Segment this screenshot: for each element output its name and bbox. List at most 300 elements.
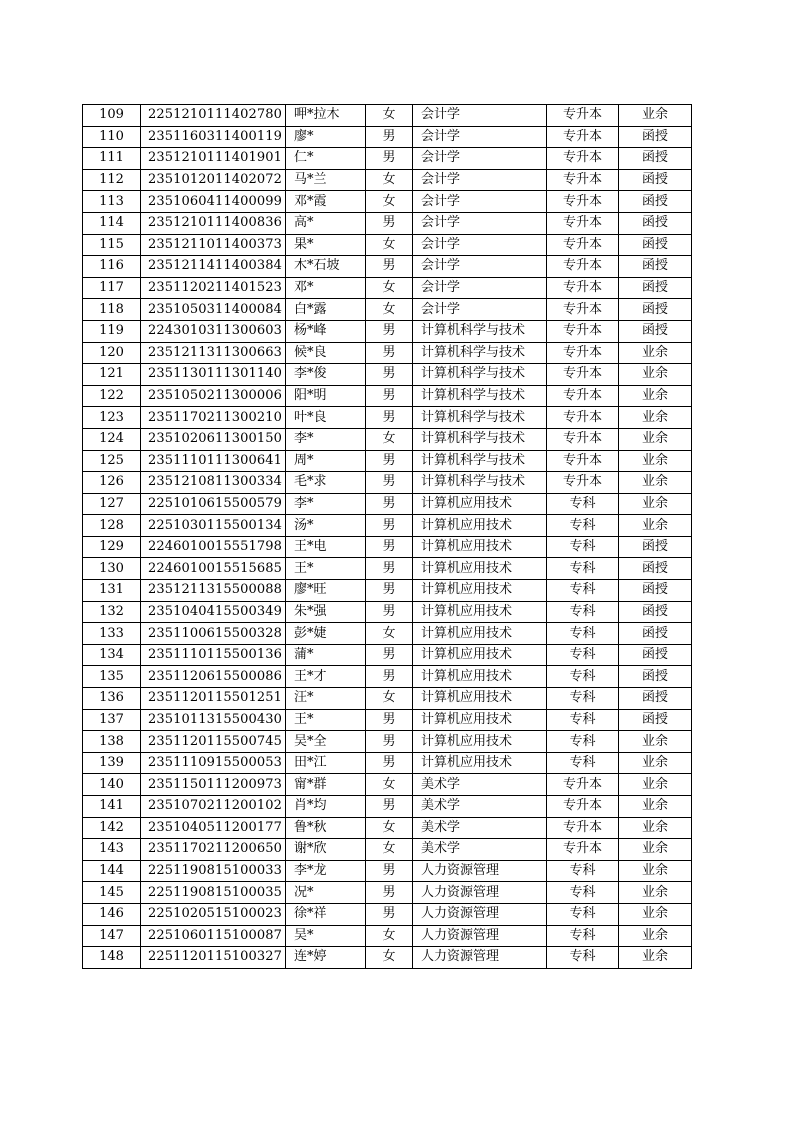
gender-cell: 女 bbox=[366, 839, 413, 861]
gender-cell: 男 bbox=[366, 256, 413, 278]
major-cell: 人力资源管理 bbox=[413, 947, 547, 969]
student-name-cell: 李* bbox=[286, 428, 366, 450]
gender-cell: 男 bbox=[366, 515, 413, 537]
student-name-cell: 汤* bbox=[286, 515, 366, 537]
student-id-cell: 2351070211200102 bbox=[141, 796, 286, 818]
level-cell: 专升本 bbox=[547, 234, 619, 256]
major-cell: 计算机应用技术 bbox=[413, 752, 547, 774]
gender-cell: 男 bbox=[366, 709, 413, 731]
table-row bbox=[83, 407, 692, 429]
row-number-cell: 131 bbox=[83, 580, 141, 602]
level-cell: 专升本 bbox=[547, 817, 619, 839]
study-mode-cell: 函授 bbox=[619, 709, 692, 731]
study-mode-cell: 业余 bbox=[619, 385, 692, 407]
level-cell: 专升本 bbox=[547, 191, 619, 213]
student-id-cell: 2251020515100023 bbox=[141, 903, 286, 925]
student-name-cell: 李*俊 bbox=[286, 364, 366, 386]
gender-cell: 男 bbox=[366, 385, 413, 407]
study-mode-cell: 业余 bbox=[619, 472, 692, 494]
table-row bbox=[83, 688, 692, 710]
student-id-cell: 2251010615500579 bbox=[141, 493, 286, 515]
level-cell: 专科 bbox=[547, 882, 619, 904]
row-number-cell: 115 bbox=[83, 234, 141, 256]
major-cell: 人力资源管理 bbox=[413, 903, 547, 925]
student-id-cell: 2351050311400084 bbox=[141, 299, 286, 321]
row-number-cell: 133 bbox=[83, 623, 141, 645]
student-id-cell: 2246010015515685 bbox=[141, 558, 286, 580]
major-cell: 美术学 bbox=[413, 817, 547, 839]
row-number-cell: 119 bbox=[83, 320, 141, 342]
level-cell: 专升本 bbox=[547, 428, 619, 450]
major-cell: 计算机应用技术 bbox=[413, 731, 547, 753]
student-name-cell: 连*婷 bbox=[286, 947, 366, 969]
table-row bbox=[83, 709, 692, 731]
level-cell: 专科 bbox=[547, 666, 619, 688]
level-cell: 专科 bbox=[547, 925, 619, 947]
major-cell: 会计学 bbox=[413, 191, 547, 213]
level-cell: 专科 bbox=[547, 558, 619, 580]
student-id-cell: 2351211411400384 bbox=[141, 256, 286, 278]
study-mode-cell: 函授 bbox=[619, 688, 692, 710]
row-number-cell: 120 bbox=[83, 342, 141, 364]
row-number-cell: 118 bbox=[83, 299, 141, 321]
row-number-cell: 128 bbox=[83, 515, 141, 537]
student-name-cell: 马*兰 bbox=[286, 169, 366, 191]
table-row bbox=[83, 256, 692, 278]
level-cell: 专升本 bbox=[547, 256, 619, 278]
study-mode-cell: 业余 bbox=[619, 407, 692, 429]
table-row bbox=[83, 558, 692, 580]
student-name-cell: 王* bbox=[286, 709, 366, 731]
student-name-cell: 彭*婕 bbox=[286, 623, 366, 645]
student-name-cell: 王*才 bbox=[286, 666, 366, 688]
level-cell: 专科 bbox=[547, 601, 619, 623]
row-number-cell: 143 bbox=[83, 839, 141, 861]
table-body bbox=[83, 105, 692, 969]
table-row bbox=[83, 623, 692, 645]
table-row bbox=[83, 385, 692, 407]
level-cell: 专升本 bbox=[547, 796, 619, 818]
student-id-cell: 2251120115100327 bbox=[141, 947, 286, 969]
major-cell: 计算机应用技术 bbox=[413, 688, 547, 710]
student-id-cell: 2351110915500053 bbox=[141, 752, 286, 774]
row-number-cell: 136 bbox=[83, 688, 141, 710]
gender-cell: 男 bbox=[366, 731, 413, 753]
study-mode-cell: 函授 bbox=[619, 558, 692, 580]
major-cell: 计算机科学与技术 bbox=[413, 472, 547, 494]
row-number-cell: 135 bbox=[83, 666, 141, 688]
gender-cell: 男 bbox=[366, 126, 413, 148]
row-number-cell: 139 bbox=[83, 752, 141, 774]
major-cell: 计算机应用技术 bbox=[413, 623, 547, 645]
level-cell: 专科 bbox=[547, 860, 619, 882]
student-name-cell: 李*龙 bbox=[286, 860, 366, 882]
level-cell: 专科 bbox=[547, 644, 619, 666]
gender-cell: 男 bbox=[366, 342, 413, 364]
student-id-cell: 2351210111400836 bbox=[141, 212, 286, 234]
student-name-cell: 谢*欣 bbox=[286, 839, 366, 861]
level-cell: 专升本 bbox=[547, 774, 619, 796]
gender-cell: 男 bbox=[366, 644, 413, 666]
table-row bbox=[83, 882, 692, 904]
table-row bbox=[83, 364, 692, 386]
student-id-cell: 2351100615500328 bbox=[141, 623, 286, 645]
student-id-cell: 2351210811300334 bbox=[141, 472, 286, 494]
table-row bbox=[83, 299, 692, 321]
row-number-cell: 142 bbox=[83, 817, 141, 839]
row-number-cell: 147 bbox=[83, 925, 141, 947]
major-cell: 会计学 bbox=[413, 277, 547, 299]
level-cell: 专升本 bbox=[547, 320, 619, 342]
level-cell: 专升本 bbox=[547, 169, 619, 191]
table-row bbox=[83, 450, 692, 472]
student-name-cell: 杨*峰 bbox=[286, 320, 366, 342]
level-cell: 专升本 bbox=[547, 148, 619, 170]
student-id-cell: 2251210111402780 bbox=[141, 105, 286, 127]
student-name-cell: 呷*拉木 bbox=[286, 105, 366, 127]
student-name-cell: 李* bbox=[286, 493, 366, 515]
gender-cell: 男 bbox=[366, 536, 413, 558]
level-cell: 专升本 bbox=[547, 407, 619, 429]
major-cell: 计算机应用技术 bbox=[413, 644, 547, 666]
gender-cell: 女 bbox=[366, 623, 413, 645]
student-name-cell: 廖*旺 bbox=[286, 580, 366, 602]
major-cell: 美术学 bbox=[413, 796, 547, 818]
major-cell: 美术学 bbox=[413, 774, 547, 796]
table-row bbox=[83, 903, 692, 925]
study-mode-cell: 业余 bbox=[619, 364, 692, 386]
row-number-cell: 132 bbox=[83, 601, 141, 623]
student-name-cell: 徐*祥 bbox=[286, 903, 366, 925]
row-number-cell: 148 bbox=[83, 947, 141, 969]
row-number-cell: 113 bbox=[83, 191, 141, 213]
major-cell: 计算机应用技术 bbox=[413, 493, 547, 515]
level-cell: 专科 bbox=[547, 493, 619, 515]
level-cell: 专升本 bbox=[547, 299, 619, 321]
study-mode-cell: 函授 bbox=[619, 536, 692, 558]
table-row bbox=[83, 493, 692, 515]
major-cell: 计算机应用技术 bbox=[413, 601, 547, 623]
gender-cell: 男 bbox=[366, 666, 413, 688]
gender-cell: 女 bbox=[366, 688, 413, 710]
student-id-cell: 2351110115500136 bbox=[141, 644, 286, 666]
gender-cell: 男 bbox=[366, 903, 413, 925]
study-mode-cell: 业余 bbox=[619, 860, 692, 882]
major-cell: 计算机应用技术 bbox=[413, 536, 547, 558]
row-number-cell: 146 bbox=[83, 903, 141, 925]
table-row bbox=[83, 342, 692, 364]
level-cell: 专科 bbox=[547, 752, 619, 774]
student-name-cell: 汪* bbox=[286, 688, 366, 710]
student-name-cell: 肖*均 bbox=[286, 796, 366, 818]
student-name-cell: 毛*求 bbox=[286, 472, 366, 494]
student-id-cell: 2243010311300603 bbox=[141, 320, 286, 342]
major-cell: 会计学 bbox=[413, 126, 547, 148]
student-name-cell: 周* bbox=[286, 450, 366, 472]
major-cell: 计算机应用技术 bbox=[413, 580, 547, 602]
student-name-cell: 蒲* bbox=[286, 644, 366, 666]
gender-cell: 男 bbox=[366, 148, 413, 170]
student-name-cell: 仁* bbox=[286, 148, 366, 170]
student-id-cell: 2251030115500134 bbox=[141, 515, 286, 537]
gender-cell: 女 bbox=[366, 428, 413, 450]
student-name-cell: 邓* bbox=[286, 277, 366, 299]
row-number-cell: 130 bbox=[83, 558, 141, 580]
student-id-cell: 2351170211300210 bbox=[141, 407, 286, 429]
student-id-cell: 2351120211401523 bbox=[141, 277, 286, 299]
gender-cell: 女 bbox=[366, 925, 413, 947]
table-row bbox=[83, 860, 692, 882]
study-mode-cell: 业余 bbox=[619, 947, 692, 969]
row-number-cell: 121 bbox=[83, 364, 141, 386]
row-number-cell: 126 bbox=[83, 472, 141, 494]
major-cell: 计算机科学与技术 bbox=[413, 364, 547, 386]
study-mode-cell: 函授 bbox=[619, 256, 692, 278]
student-name-cell: 阳*明 bbox=[286, 385, 366, 407]
gender-cell: 女 bbox=[366, 817, 413, 839]
gender-cell: 女 bbox=[366, 191, 413, 213]
level-cell: 专升本 bbox=[547, 126, 619, 148]
level-cell: 专科 bbox=[547, 580, 619, 602]
row-number-cell: 111 bbox=[83, 148, 141, 170]
study-mode-cell: 函授 bbox=[619, 623, 692, 645]
student-id-cell: 2251190815100035 bbox=[141, 882, 286, 904]
level-cell: 专升本 bbox=[547, 385, 619, 407]
study-mode-cell: 函授 bbox=[619, 191, 692, 213]
level-cell: 专科 bbox=[547, 515, 619, 537]
student-name-cell: 朱*强 bbox=[286, 601, 366, 623]
row-number-cell: 145 bbox=[83, 882, 141, 904]
study-mode-cell: 函授 bbox=[619, 580, 692, 602]
study-mode-cell: 业余 bbox=[619, 515, 692, 537]
row-number-cell: 129 bbox=[83, 536, 141, 558]
study-mode-cell: 业余 bbox=[619, 774, 692, 796]
level-cell: 专升本 bbox=[547, 364, 619, 386]
student-name-cell: 吴* bbox=[286, 925, 366, 947]
student-name-cell: 吴*全 bbox=[286, 731, 366, 753]
study-mode-cell: 业余 bbox=[619, 882, 692, 904]
major-cell: 计算机应用技术 bbox=[413, 515, 547, 537]
table-row bbox=[83, 320, 692, 342]
major-cell: 计算机科学与技术 bbox=[413, 428, 547, 450]
table-row bbox=[83, 428, 692, 450]
level-cell: 专升本 bbox=[547, 450, 619, 472]
study-mode-cell: 业余 bbox=[619, 752, 692, 774]
major-cell: 计算机应用技术 bbox=[413, 558, 547, 580]
major-cell: 美术学 bbox=[413, 839, 547, 861]
student-name-cell: 王* bbox=[286, 558, 366, 580]
gender-cell: 男 bbox=[366, 493, 413, 515]
study-mode-cell: 业余 bbox=[619, 450, 692, 472]
gender-cell: 男 bbox=[366, 860, 413, 882]
gender-cell: 男 bbox=[366, 320, 413, 342]
major-cell: 会计学 bbox=[413, 212, 547, 234]
row-number-cell: 116 bbox=[83, 256, 141, 278]
row-number-cell: 114 bbox=[83, 212, 141, 234]
table-row bbox=[83, 925, 692, 947]
student-id-cell: 2351130111301140 bbox=[141, 364, 286, 386]
major-cell: 计算机应用技术 bbox=[413, 709, 547, 731]
row-number-cell: 122 bbox=[83, 385, 141, 407]
student-id-cell: 2351120115500745 bbox=[141, 731, 286, 753]
gender-cell: 女 bbox=[366, 299, 413, 321]
row-number-cell: 141 bbox=[83, 796, 141, 818]
student-id-cell: 2351160311400119 bbox=[141, 126, 286, 148]
student-name-cell: 木*石坡 bbox=[286, 256, 366, 278]
study-mode-cell: 业余 bbox=[619, 731, 692, 753]
row-number-cell: 124 bbox=[83, 428, 141, 450]
level-cell: 专升本 bbox=[547, 472, 619, 494]
table-row bbox=[83, 839, 692, 861]
table-row bbox=[83, 169, 692, 191]
study-mode-cell: 函授 bbox=[619, 299, 692, 321]
gender-cell: 男 bbox=[366, 796, 413, 818]
gender-cell: 女 bbox=[366, 234, 413, 256]
row-number-cell: 110 bbox=[83, 126, 141, 148]
study-mode-cell: 函授 bbox=[619, 277, 692, 299]
study-mode-cell: 函授 bbox=[619, 644, 692, 666]
study-mode-cell: 业余 bbox=[619, 493, 692, 515]
table-row bbox=[83, 148, 692, 170]
study-mode-cell: 业余 bbox=[619, 839, 692, 861]
student-name-cell: 甯*群 bbox=[286, 774, 366, 796]
row-number-cell: 127 bbox=[83, 493, 141, 515]
gender-cell: 男 bbox=[366, 580, 413, 602]
major-cell: 会计学 bbox=[413, 105, 547, 127]
gender-cell: 男 bbox=[366, 450, 413, 472]
student-id-cell: 2351150111200973 bbox=[141, 774, 286, 796]
study-mode-cell: 业余 bbox=[619, 105, 692, 127]
table-row bbox=[83, 731, 692, 753]
level-cell: 专升本 bbox=[547, 277, 619, 299]
study-mode-cell: 函授 bbox=[619, 601, 692, 623]
major-cell: 计算机科学与技术 bbox=[413, 385, 547, 407]
table-row bbox=[83, 817, 692, 839]
student-name-cell: 白*露 bbox=[286, 299, 366, 321]
study-mode-cell: 函授 bbox=[619, 169, 692, 191]
student-id-cell: 2251190815100033 bbox=[141, 860, 286, 882]
table-row bbox=[83, 947, 692, 969]
major-cell: 会计学 bbox=[413, 148, 547, 170]
table-row bbox=[83, 212, 692, 234]
gender-cell: 女 bbox=[366, 947, 413, 969]
row-number-cell: 109 bbox=[83, 105, 141, 127]
student-id-cell: 2351120115501251 bbox=[141, 688, 286, 710]
student-name-cell: 廖* bbox=[286, 126, 366, 148]
student-id-cell: 2351020611300150 bbox=[141, 428, 286, 450]
student-name-cell: 王*电 bbox=[286, 536, 366, 558]
student-name-cell: 况* bbox=[286, 882, 366, 904]
table-row bbox=[83, 644, 692, 666]
major-cell: 计算机应用技术 bbox=[413, 666, 547, 688]
study-mode-cell: 业余 bbox=[619, 342, 692, 364]
row-number-cell: 134 bbox=[83, 644, 141, 666]
student-roster-table bbox=[82, 104, 692, 969]
table-row bbox=[83, 277, 692, 299]
student-id-cell: 2251060115100087 bbox=[141, 925, 286, 947]
level-cell: 专升本 bbox=[547, 839, 619, 861]
table-row bbox=[83, 472, 692, 494]
major-cell: 人力资源管理 bbox=[413, 925, 547, 947]
gender-cell: 男 bbox=[366, 364, 413, 386]
level-cell: 专升本 bbox=[547, 342, 619, 364]
study-mode-cell: 函授 bbox=[619, 212, 692, 234]
major-cell: 会计学 bbox=[413, 256, 547, 278]
table-row bbox=[83, 234, 692, 256]
student-id-cell: 2351211315500088 bbox=[141, 580, 286, 602]
row-number-cell: 117 bbox=[83, 277, 141, 299]
study-mode-cell: 函授 bbox=[619, 234, 692, 256]
study-mode-cell: 函授 bbox=[619, 148, 692, 170]
student-id-cell: 2351012011402072 bbox=[141, 169, 286, 191]
student-id-cell: 2351211311300663 bbox=[141, 342, 286, 364]
student-id-cell: 2351040511200177 bbox=[141, 817, 286, 839]
student-name-cell: 候*良 bbox=[286, 342, 366, 364]
major-cell: 计算机科学与技术 bbox=[413, 342, 547, 364]
student-id-cell: 2351011315500430 bbox=[141, 709, 286, 731]
gender-cell: 男 bbox=[366, 601, 413, 623]
major-cell: 会计学 bbox=[413, 299, 547, 321]
row-number-cell: 137 bbox=[83, 709, 141, 731]
student-id-cell: 2351040415500349 bbox=[141, 601, 286, 623]
gender-cell: 女 bbox=[366, 277, 413, 299]
study-mode-cell: 业余 bbox=[619, 925, 692, 947]
gender-cell: 男 bbox=[366, 472, 413, 494]
student-id-cell: 2351060411400099 bbox=[141, 191, 286, 213]
row-number-cell: 144 bbox=[83, 860, 141, 882]
student-id-cell: 2351170211200650 bbox=[141, 839, 286, 861]
student-id-cell: 2351120615500086 bbox=[141, 666, 286, 688]
study-mode-cell: 业余 bbox=[619, 428, 692, 450]
table-row bbox=[83, 191, 692, 213]
gender-cell: 男 bbox=[366, 882, 413, 904]
level-cell: 专科 bbox=[547, 688, 619, 710]
major-cell: 会计学 bbox=[413, 169, 547, 191]
gender-cell: 女 bbox=[366, 105, 413, 127]
row-number-cell: 125 bbox=[83, 450, 141, 472]
level-cell: 专科 bbox=[547, 947, 619, 969]
major-cell: 计算机科学与技术 bbox=[413, 407, 547, 429]
level-cell: 专升本 bbox=[547, 212, 619, 234]
major-cell: 计算机科学与技术 bbox=[413, 450, 547, 472]
major-cell: 人力资源管理 bbox=[413, 882, 547, 904]
student-id-cell: 2351050211300006 bbox=[141, 385, 286, 407]
table-row bbox=[83, 601, 692, 623]
level-cell: 专科 bbox=[547, 709, 619, 731]
table-row bbox=[83, 536, 692, 558]
table-row bbox=[83, 666, 692, 688]
major-cell: 计算机科学与技术 bbox=[413, 320, 547, 342]
student-id-cell: 2351211011400373 bbox=[141, 234, 286, 256]
study-mode-cell: 函授 bbox=[619, 126, 692, 148]
level-cell: 专升本 bbox=[547, 105, 619, 127]
gender-cell: 男 bbox=[366, 407, 413, 429]
study-mode-cell: 函授 bbox=[619, 320, 692, 342]
table-row bbox=[83, 515, 692, 537]
study-mode-cell: 函授 bbox=[619, 666, 692, 688]
gender-cell: 男 bbox=[366, 752, 413, 774]
table-row bbox=[83, 105, 692, 127]
major-cell: 会计学 bbox=[413, 234, 547, 256]
level-cell: 专科 bbox=[547, 536, 619, 558]
level-cell: 专科 bbox=[547, 903, 619, 925]
row-number-cell: 138 bbox=[83, 731, 141, 753]
row-number-cell: 123 bbox=[83, 407, 141, 429]
row-number-cell: 140 bbox=[83, 774, 141, 796]
student-name-cell: 田*江 bbox=[286, 752, 366, 774]
major-cell: 人力资源管理 bbox=[413, 860, 547, 882]
gender-cell: 男 bbox=[366, 212, 413, 234]
